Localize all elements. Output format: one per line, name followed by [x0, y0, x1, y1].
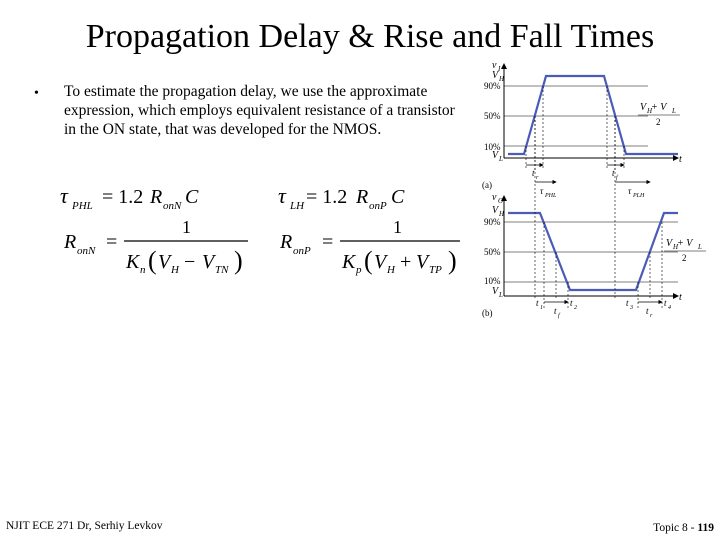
eq-tau-plh-sub: LH — [290, 200, 305, 212]
waveform-a — [482, 60, 682, 190]
wb-vh-label: V — [492, 205, 499, 216]
wb-vo-sub: O — [498, 197, 504, 205]
eq-ronn-equals: = — [106, 231, 118, 253]
eq-tau-plh-symbol: τ — [278, 183, 286, 208]
wa-figure-label: (a) — [482, 180, 492, 190]
eq-ronp-vt: V — [416, 251, 429, 273]
bullet-marker: • — [34, 86, 39, 101]
eq-tau-plh-c: C — [391, 186, 405, 208]
eq-ronn-r: R — [64, 231, 77, 253]
eq-ronn-vh-sub: H — [171, 264, 179, 276]
wb-mid-plus-vl: + V — [677, 238, 693, 249]
wb-mid-vh-sub: H — [673, 243, 679, 251]
eq-tau-phl-equals: = 1.2 — [102, 186, 144, 208]
wa-mid-plus-vl: + V — [651, 102, 667, 113]
eq-ronp-plus: + — [400, 251, 412, 273]
eq-tau-phl-c: C — [185, 186, 199, 208]
wb-vo-label: v — [492, 192, 497, 203]
footer-page-number — [653, 522, 714, 534]
eq-ronp-k: K — [342, 251, 356, 273]
wb-t4-sub: 4 — [668, 305, 671, 311]
slide-title: Propagation Delay & Rise and Fall Times — [85, 18, 655, 55]
footer-course-info: NJIT ECE 271 Dr, Serhiy Levkov — [6, 520, 163, 532]
wb-p10: 10% — [484, 276, 501, 286]
eq-ronp-vh-sub: H — [387, 264, 395, 276]
wa-mid-vl-sub: L — [672, 107, 676, 115]
wb-tr-sub: r — [650, 313, 653, 319]
eq-ronp-numerator: 1 — [393, 217, 402, 237]
eq-tau-phl-r-sub: onN — [163, 200, 182, 212]
wb-mid-vh: V — [666, 238, 673, 249]
wa-tau-phl: τ — [540, 186, 544, 196]
wa-tau-phl-sub: PHL — [545, 193, 557, 199]
eq-ronp-r: R — [280, 231, 293, 253]
wb-p90: 90% — [484, 217, 501, 227]
wa-mid-vh-sub: H — [647, 107, 653, 115]
wb-figure-label: (b) — [482, 308, 493, 318]
wb-tf-sub: f — [558, 313, 560, 319]
footer-topic: Topic 8 - — [653, 522, 698, 534]
wb-t2-sub: 2 — [574, 305, 577, 311]
equation-tau-plh — [278, 183, 405, 212]
eq-ronn-sub: onN — [77, 245, 96, 257]
wb-t2: t — [570, 298, 573, 308]
wa-p10: 10% — [484, 142, 501, 152]
wb-vl-sub: L — [499, 291, 503, 299]
eq-ronp-lparen: ( — [364, 246, 373, 275]
wa-vl-label: V — [492, 150, 499, 161]
wb-tr: t — [646, 306, 649, 316]
wa-mid-vh: V — [640, 102, 647, 113]
wb-vh-sub: H — [499, 210, 505, 218]
equations-block — [50, 175, 470, 285]
wa-vh-sub: H — [499, 75, 505, 83]
wa-t-axis-label: t — [679, 154, 682, 165]
eq-ronp-sub: onP — [293, 245, 311, 257]
wb-t1: t — [536, 298, 539, 308]
eq-ronn-k-sub: n — [140, 264, 146, 276]
wa-vi-label: v — [492, 60, 497, 71]
waveform-figure — [478, 58, 710, 320]
wb-signal — [508, 213, 678, 290]
wa-tau-plh-sub: PLH — [633, 193, 645, 199]
eq-ronp-vh: V — [374, 251, 387, 273]
wa-p50: 50% — [484, 111, 501, 121]
wb-t3: t — [626, 298, 629, 308]
eq-ronp-vt-sub: TP — [429, 264, 442, 276]
eq-ronn-k: K — [126, 251, 140, 273]
wb-p50: 50% — [484, 247, 501, 257]
eq-ronn-lparen: ( — [148, 246, 157, 275]
equation-tau-phl — [60, 183, 199, 212]
wb-mid-den: 2 — [682, 253, 687, 263]
wb-t-axis-label: t — [679, 292, 682, 303]
eq-ronn-numerator: 1 — [182, 217, 191, 237]
wa-tr-sub: r — [536, 175, 539, 181]
eq-ronp-rparen: ) — [448, 246, 457, 275]
eq-tau-plh-equals: = 1.2 — [306, 186, 348, 208]
eq-ronn-vt: V — [202, 251, 215, 273]
eq-tau-phl-r: R — [150, 186, 163, 208]
wa-tf: t — [612, 168, 615, 178]
wa-tau-plh: τ — [628, 186, 632, 196]
footer-page: 119 — [697, 522, 714, 534]
wa-p90: 90% — [484, 81, 501, 91]
wb-t1-sub: 1 — [540, 305, 543, 311]
eq-tau-plh-r-sub: onP — [369, 200, 387, 212]
bullet-text: To estimate the propagation delay, we use the approximate expression, which employs equivalent resistance of a transistor in the ON state, that was developed for the NMOS. — [64, 83, 455, 138]
wa-tf-sub: f — [616, 175, 618, 181]
eq-ronp-k-sub: p — [356, 264, 362, 276]
eq-ronn-vt-sub: TN — [215, 264, 229, 276]
wb-t4: t — [664, 298, 667, 308]
wa-mid-den: 2 — [656, 117, 661, 127]
wa-vl-sub: L — [499, 155, 503, 163]
eq-ronn-minus: − — [184, 251, 196, 273]
equation-ronp — [279, 217, 460, 276]
wa-tr: t — [532, 168, 535, 178]
equation-ronn — [63, 217, 248, 276]
eq-ronp-equals: = — [322, 231, 334, 253]
wb-mid-vl-sub: L — [698, 243, 702, 251]
eq-ronn-rparen: ) — [234, 246, 243, 275]
wb-t3-sub: 3 — [630, 305, 633, 311]
eq-tau-phl-sub: PHL — [72, 200, 93, 212]
wa-vh-label: V — [492, 70, 499, 81]
eq-tau-plh-r: R — [356, 186, 369, 208]
wb-vl-label: V — [492, 286, 499, 297]
eq-ronn-vh: V — [158, 251, 171, 273]
waveform-b — [482, 116, 706, 319]
eq-tau-phl-symbol: τ — [60, 183, 68, 208]
wb-tf: t — [554, 306, 557, 316]
wa-vi-sub: I — [498, 65, 501, 73]
